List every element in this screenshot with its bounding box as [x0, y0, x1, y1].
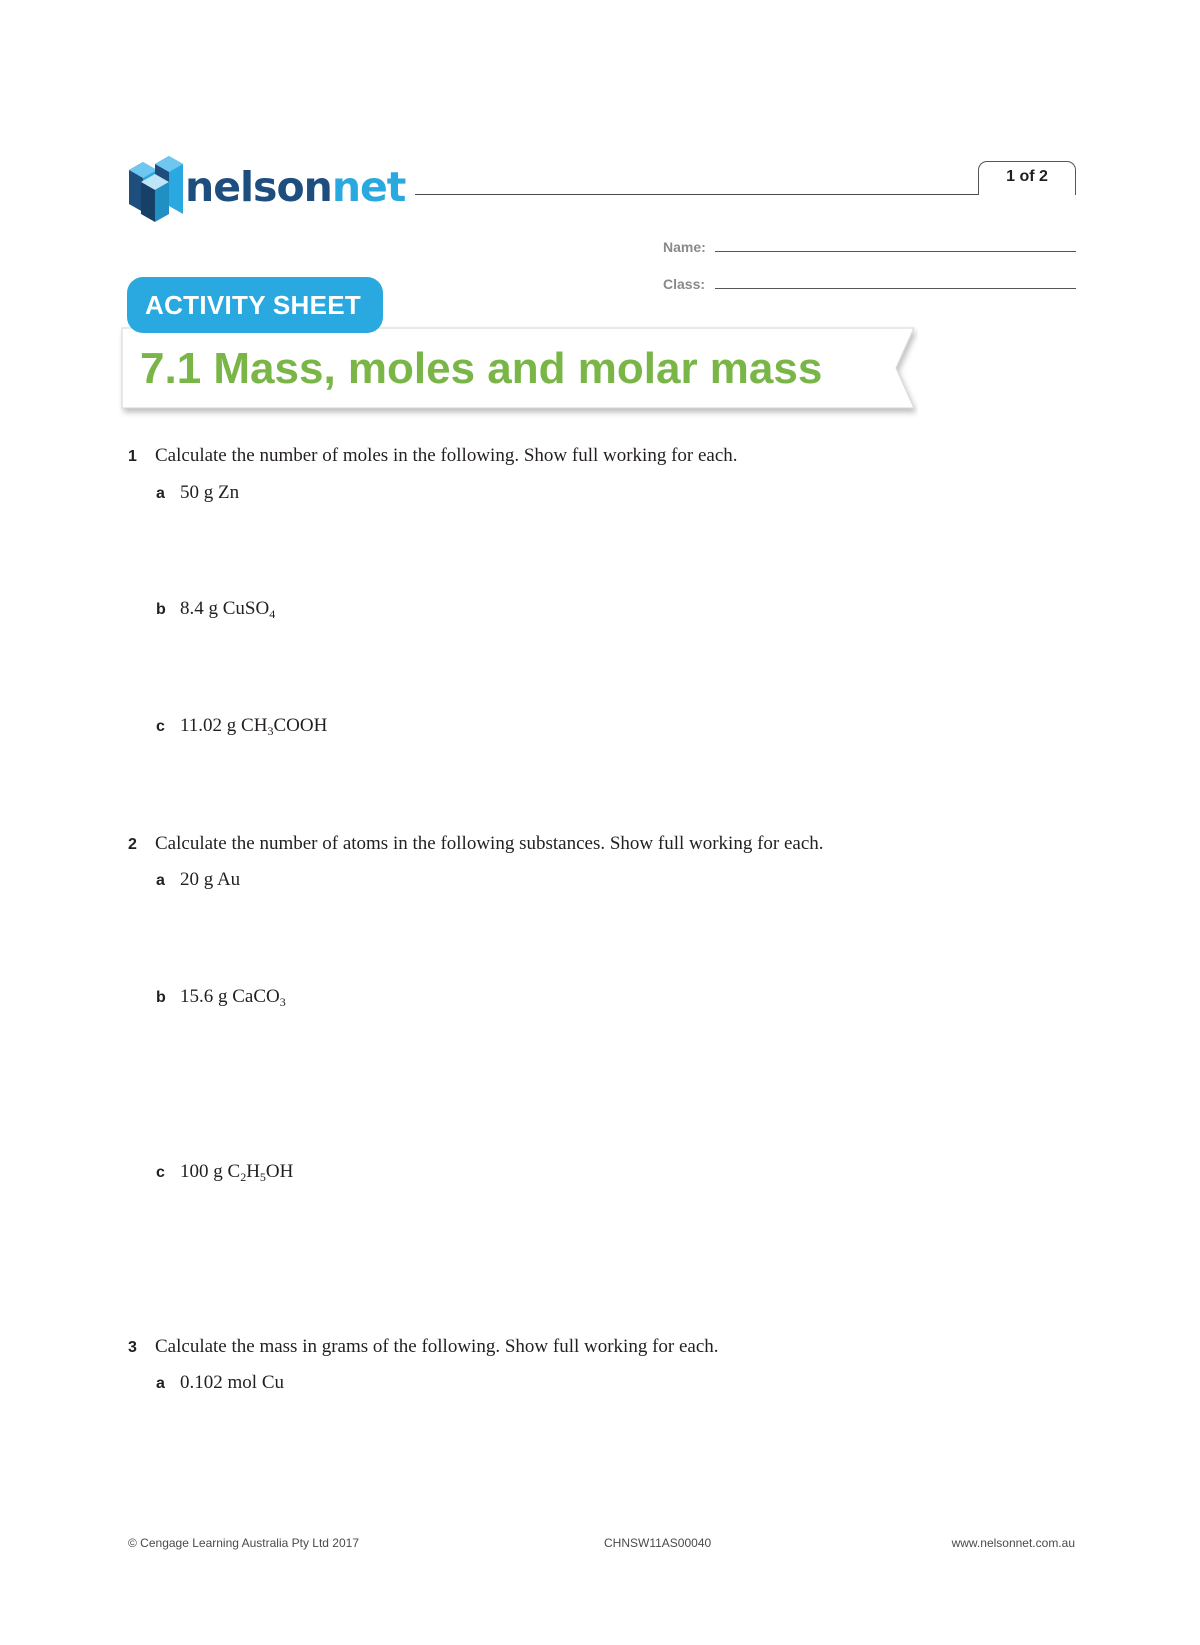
activity-sheet-badge: ACTIVITY SHEET [127, 277, 383, 333]
name-field[interactable] [663, 233, 1076, 255]
question-part [180, 714, 327, 738]
part-amount: 8.4 g [180, 598, 218, 619]
part-amount: 50 g [180, 482, 214, 503]
part-amount: 100 g [180, 1161, 223, 1182]
class-label: Class: [663, 276, 706, 292]
question-part [180, 597, 275, 621]
logo-net: net [331, 163, 406, 211]
part-letter: b [156, 989, 166, 1006]
subscript: 5 [259, 1170, 266, 1184]
name-line[interactable] [715, 251, 1076, 252]
part-formula: CH [241, 715, 268, 736]
question-part [180, 481, 239, 505]
page-title: 7.1 Mass, moles and molar mass [140, 344, 823, 393]
subscript: 3 [267, 724, 274, 738]
class-line[interactable] [715, 288, 1076, 289]
footer-website[interactable]: www.nelsonnet.com.au [951, 1536, 1075, 1550]
question-text: Calculate the number of atoms in the following substances. Show full working for each. [155, 833, 824, 854]
part-letter: c [156, 1164, 165, 1181]
part-formula: CuSO [222, 598, 270, 619]
part-amount: 0.102 mol [180, 1372, 258, 1393]
class-field[interactable] [663, 270, 1076, 292]
part-formula: C [227, 1161, 241, 1182]
part-amount: 15.6 g [180, 986, 228, 1007]
part-letter: a [156, 485, 165, 502]
part-letter: a [156, 872, 165, 889]
part-letter: b [156, 601, 166, 618]
nelsonnet-logo [125, 152, 425, 227]
footer-copyright: © Cengage Learning Australia Pty Ltd 2017 [128, 1536, 359, 1550]
question-number: 1 [128, 448, 137, 465]
part-letter: a [156, 1375, 165, 1392]
part-formula-tail: OH [265, 1161, 294, 1182]
part-amount: 11.02 g [180, 715, 237, 736]
part-formula-tail: COOH [273, 715, 328, 736]
subscript: 2 [240, 1170, 247, 1184]
part-formula: Zn [218, 482, 240, 503]
question-part [180, 985, 286, 1009]
subscript: 4 [269, 607, 276, 621]
logo-nelson: nelson [185, 163, 332, 211]
page-indicator: 1 of 2 [978, 161, 1076, 195]
part-formula-mid: H [246, 1161, 260, 1182]
question-text: Calculate the mass in grams of the following. Show full working for each. [155, 1336, 719, 1357]
part-amount: 20 g [180, 869, 214, 890]
footer-code: CHNSW11AS00040 [604, 1536, 712, 1550]
logo-wordmark [185, 162, 405, 212]
part-formula: Cu [261, 1372, 284, 1393]
question-part [180, 1371, 284, 1395]
question-number: 2 [128, 836, 137, 853]
cube-logo-icon [125, 152, 187, 224]
question-number: 3 [128, 1339, 137, 1356]
part-formula: CaCO [232, 986, 280, 1007]
question-part [180, 868, 240, 892]
header-rule [415, 194, 1074, 195]
name-label: Name: [663, 239, 706, 255]
question-part [180, 1160, 293, 1184]
part-letter: c [156, 718, 165, 735]
subscript: 3 [279, 995, 286, 1009]
question-text: Calculate the number of moles in the following. Show full working for each. [155, 445, 738, 466]
part-formula: Au [216, 869, 241, 890]
